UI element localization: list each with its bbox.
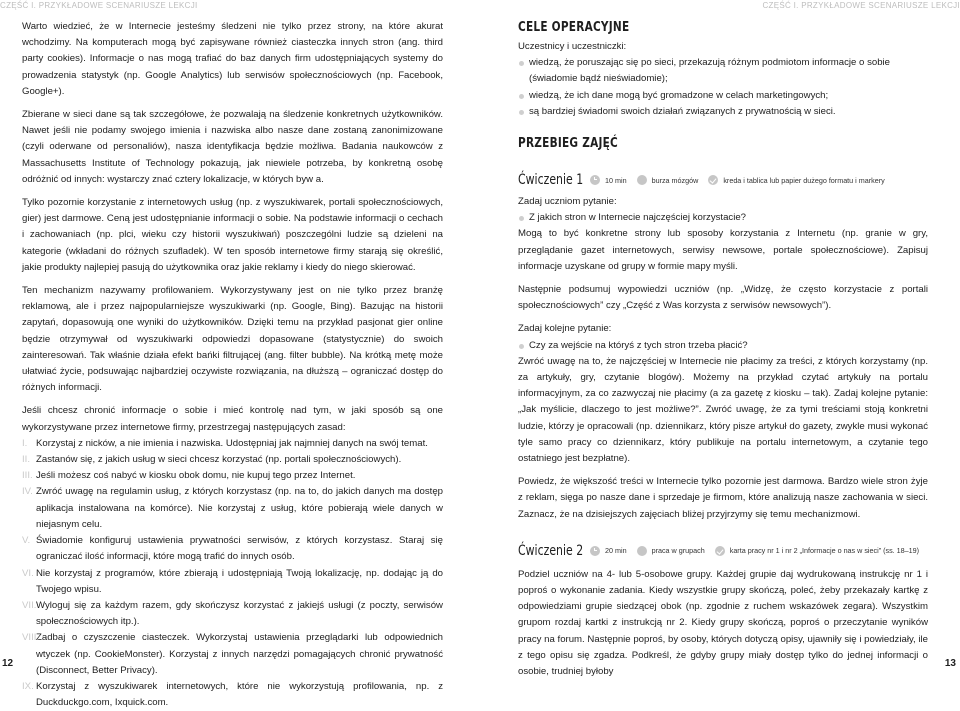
- paragraph: Podziel uczniów na 4- lub 5-osobowe grupy. Każdej grupie daj wydrukowaną instrukcję nr 1 i poproś o wykonanie zadania. Kiedy wszystkie grupy skończą, poleć, żeby przekazały kartkę z odpowiedziami grupie siedzącej obok (np. zgodnie z ruchem wskazówek zegara). Wszystkim grupom rozdaj kartki z instrukcją nr 2. Kiedy grupy skończą, poproś o przeczytanie wyników pracy na forum. Następnie poproś, by osoby, których dotyczą opisy, ujawniły się i powiedziały, ile z tego opisu się zgadza. Podkreśl, że gdyby grupy miały dostęp tylko do jednej informacji o osobie, trudniej byłoby: [518, 568, 928, 678]
- roman-numeral: VII.: [22, 599, 37, 611]
- paragraph-free-services: Tylko pozornie korzystanie z internetowych usług (np. z wyszukiwarek, portali społecznościowych, gier) jest darmowe. Ceną jest udostępnianie informacji o sobie. Na podstawie informacji o cechach i zachowaniach (np. plci, wieku czy historii wyszukiwań) poszczególni ludzie są dzieleni na kategorie (wkładani do różnych szufladek). W ten sposób internetowe firmy starają się określić, jakie produkty najlepiej pasują do użytkownika oraz jakie reklamy i kiedy do niego skierować.: [22, 197, 443, 273]
- clock-icon: [590, 175, 600, 185]
- list-item: [22, 679, 443, 711]
- running-header: CZĘŚĆ I. PRZYKŁADOWE SCENARIUSZE LEKCJI: [762, 1, 960, 10]
- paragraph: Powiedz, że większość treści w Internecie tylko pozornie jest darmowa. Bardzo wiele stron żyje z reklam, sięga po nasze dane i sprzedaje je firmom, które analizują nasze zachowania w sieci. Zaznacz, że na dzisiejszych zajęciach bliżej przyjrzymy się temu mechanizmowi.: [518, 476, 928, 520]
- list-item: [22, 598, 443, 630]
- list-item: Czy za wejście na któryś z tych stron trzeba płacić?: [518, 338, 928, 354]
- rule-text: Jeśli możesz coś nabyć w kiosku obok domu, nie kupuj tego przez Internet.: [36, 470, 356, 482]
- running-header: CZĘŚĆ I. PRZYKŁADOWE SCENARIUSZE LEKCJI: [0, 1, 198, 10]
- objectives-list: [518, 55, 928, 120]
- objectives-intro: Uczestnicy i uczestniczki:: [518, 41, 627, 52]
- roman-numeral: VI.: [22, 567, 34, 579]
- exercise-materials: kreda i tablica lub papier dużego formatu i markery: [723, 175, 885, 185]
- rule-text: Korzystaj z nicków, a nie imienia i nazwiska. Udostępniaj jak najmniej danych na swój temat.: [36, 437, 428, 449]
- rule-text: Zastanów się, z jakich usług w sieci chcesz korzystać (np. portali społecznościowych).: [36, 454, 402, 466]
- rule-text: Zadbaj o czyszczenie ciasteczek. Wykorzystaj ustawienia przeglądarki lub odpowiednich wtyczek (np. CookieMonster). Korzystaj z innych narzędzi pomagających chronić prywatność (Disconnect, Better Privacy).: [36, 632, 443, 676]
- roman-numeral: I.: [22, 437, 28, 449]
- left-page: [0, 0, 480, 709]
- list-item: wiedzą, że poruszając się po sieci, przekazują różnym podmiotom informacje o sobie (świadomie bądź nieświadomie);: [518, 55, 928, 87]
- exercise-title: Ćwiczenie 1: [518, 172, 584, 189]
- exercise-method: burza mózgów: [651, 175, 699, 185]
- paragraph: Mogą to być konkretne strony lub sposoby korzystania z Internetu (np. granie w gry, przeglądanie gazet internetowych, serwisy newsowe, portale społecznościowe). Zapisuj informacje uzyskane od grupy w formie mapy myśli.: [518, 228, 928, 272]
- roman-numeral: II.: [22, 454, 30, 466]
- paragraph-profiling: Ten mechanizm nazywamy profilowaniem. Wykorzystywany jest on nie tylko przez branżę reklamową, ale i przez najpopularniejsze wyszukiwarki (np. Google, Bing). Bazując na historii zapytań, dopasowują one wyniki do użytkowników. Dzięki temu na przykład pasjonat gier online będzie otrzymywał od wyszukiwarki odpowiedzi dopasowane (statystycznie) do swoich zainteresowań. Tak właśnie działa efekt bańki filtrującej (ang. filter bubble). Na krótką metę może ułatwiać życie, podsuwając najbardziej oczywiste rozwiązania, na dłuższą – ograniczać dostęp do różnych informacji.: [22, 285, 443, 394]
- list-item: [22, 452, 443, 468]
- paragraph: Zwróć uwagę na to, że najczęściej w Internecie nie płacimy za treści, z których korzystamy (np. za artykuły, gry, czytanie blogów). Możemy na przykład czytać artykuły na portalu informacyjnym, za co zazwyczaj nie płacimy (a za gazetę z kiosku – tak). Zadaj kolejne pytanie: „Jak myślicie, dlaczego to jest możliwe?”. Zwróć uwagę, że za tymi treściami stoją konkretni ludzie, którzy je opracowali (np. dziennikarz, który pisze artykuł do gazety, zwykle musi wykonać tyle samo pracy co dziennikarz, który publikuje na portalu internetowym, a czytanie tego ostatniego jest bezpłatne).: [518, 355, 928, 465]
- group-icon: [637, 546, 647, 556]
- left-column: [22, 19, 443, 711]
- question-list: [518, 210, 928, 226]
- exercise-1-header: [518, 170, 928, 190]
- list-item: [22, 533, 443, 565]
- list-item: [22, 468, 443, 484]
- right-column: [518, 18, 928, 680]
- question-list: [518, 338, 928, 354]
- ask-prompt: Zadaj kolejne pytanie:: [518, 323, 612, 335]
- check-icon: [708, 175, 718, 185]
- page-number: 13: [944, 658, 956, 669]
- right-page: [480, 0, 960, 678]
- person-icon: [637, 175, 647, 185]
- roman-numeral: IV.: [22, 486, 33, 498]
- list-item: [22, 484, 443, 533]
- ask-prompt: Zadaj uczniom pytanie:: [518, 196, 617, 208]
- section-heading-objectives: CELE OPERACYJNE: [518, 19, 630, 35]
- list-item: [22, 566, 443, 598]
- paragraph-third-party-cookies: Warto wiedzieć, że w Internecie jesteśmy śledzeni nie tylko przez strony, na które akurat wchodzimy. Na komputerach mogą być zapisywane również ciasteczka innych stron (ang. third party cookies). Informacje o nas mogą trafiać do baz danych firm udostępniających systemy do prowadzenia statystyk (np. Google Analytics) lub serwisów społecznościowych (np. Facebook, Google+).: [22, 21, 443, 97]
- check-icon: [715, 546, 725, 556]
- privacy-rules-list: [22, 436, 443, 711]
- clock-icon: [590, 546, 600, 556]
- rule-text: Wyloguj się za każdym razem, gdy skończysz korzystać z jakiejś usługi (z poczty, serwisów społecznościowych itp.).: [36, 599, 443, 628]
- list-item: [22, 630, 443, 679]
- rule-text: Korzystaj z wyszukiwarek internetowych, które nie wykorzystują profilowania, np. z Duckduckgo.com, Ixquick.com.: [36, 680, 443, 709]
- exercise-title: Ćwiczenie 2: [518, 542, 584, 559]
- roman-numeral: VIII.: [22, 632, 40, 644]
- paragraph: Następnie podsumuj wypowiedzi uczniów (np. „Widzę, że często korzystacie z portali społecznościowych” czy „Część z Was korzysta z serwisów newsowych”).: [518, 284, 928, 312]
- rule-text: Nie korzystaj z programów, które zbierają i udostępniają Twoją lokalizację, np. dodając ją do Twojego wpisu.: [36, 567, 443, 595]
- exercise-time: 10 min: [605, 175, 627, 185]
- exercise-meta: [580, 546, 919, 556]
- list-item: wiedzą, że ich dane mogą być gromadzone w celach marketingowych;: [518, 88, 928, 104]
- list-item: [22, 436, 443, 452]
- section-heading-lesson-flow: PRZEBIEG ZAJĘĆ: [518, 135, 619, 152]
- roman-numeral: III.: [22, 470, 33, 482]
- rule-text: Świadomie konfiguruj ustawienia prywatności serwisów, z których korzystasz. Staraj się ograniczać ilość informacji, które mogą trafić do innych osób.: [36, 535, 443, 563]
- exercise-method: praca w grupach: [651, 546, 705, 556]
- paragraph-rules-intro: Jeśli chcesz chronić informacje o sobie i mieć kontrolę nad tym, w jaki sposób są one wykorzystywane przez internetowe firmy, przestrzegaj następujących zasad:: [22, 405, 443, 433]
- list-item: Z jakich stron w Internecie najczęściej korzystacie?: [518, 210, 928, 226]
- roman-numeral: IX.: [22, 680, 34, 692]
- roman-numeral: V.: [22, 535, 31, 547]
- exercise-time: 20 min: [605, 546, 627, 556]
- page-number: 12: [2, 658, 14, 669]
- exercise-2-header: [518, 541, 928, 561]
- paragraph-tracking: Zbierane w sieci dane są tak szczegółowe, że pozwalają na śledzenie konkretnych użytkowników. Nawet jeśli nie podamy swojego imienia i nazwiska albo nasze dane zostaną zanonimizowane (czyli oderwane od personaliów), nasza identyfikacja będzie możliwa. Badania naukowców z Massachusetts Institute of Technology pokazują, jak niewiele potrzeba, by konkretną osobę odróżnić od innych: wystarczy znać cztery lokalizacje, w których byw a.: [22, 109, 443, 185]
- exercise-materials: karta pracy nr 1 i nr 2 „Informacje o nas w sieci” (ss. 18–19): [729, 546, 920, 556]
- list-item: są bardziej świadomi swoich działań związanych z prywatnością w sieci.: [518, 104, 928, 120]
- rule-text: Zwróć uwagę na regulamin usług, z których korzystasz (np. na to, do jakich danych ma dostęp aplikacja instalowana na komórce). Nie korzystaj z usług, które pobierają wiele danych w niejasnym celu.: [36, 486, 443, 530]
- exercise-meta: [580, 175, 885, 185]
